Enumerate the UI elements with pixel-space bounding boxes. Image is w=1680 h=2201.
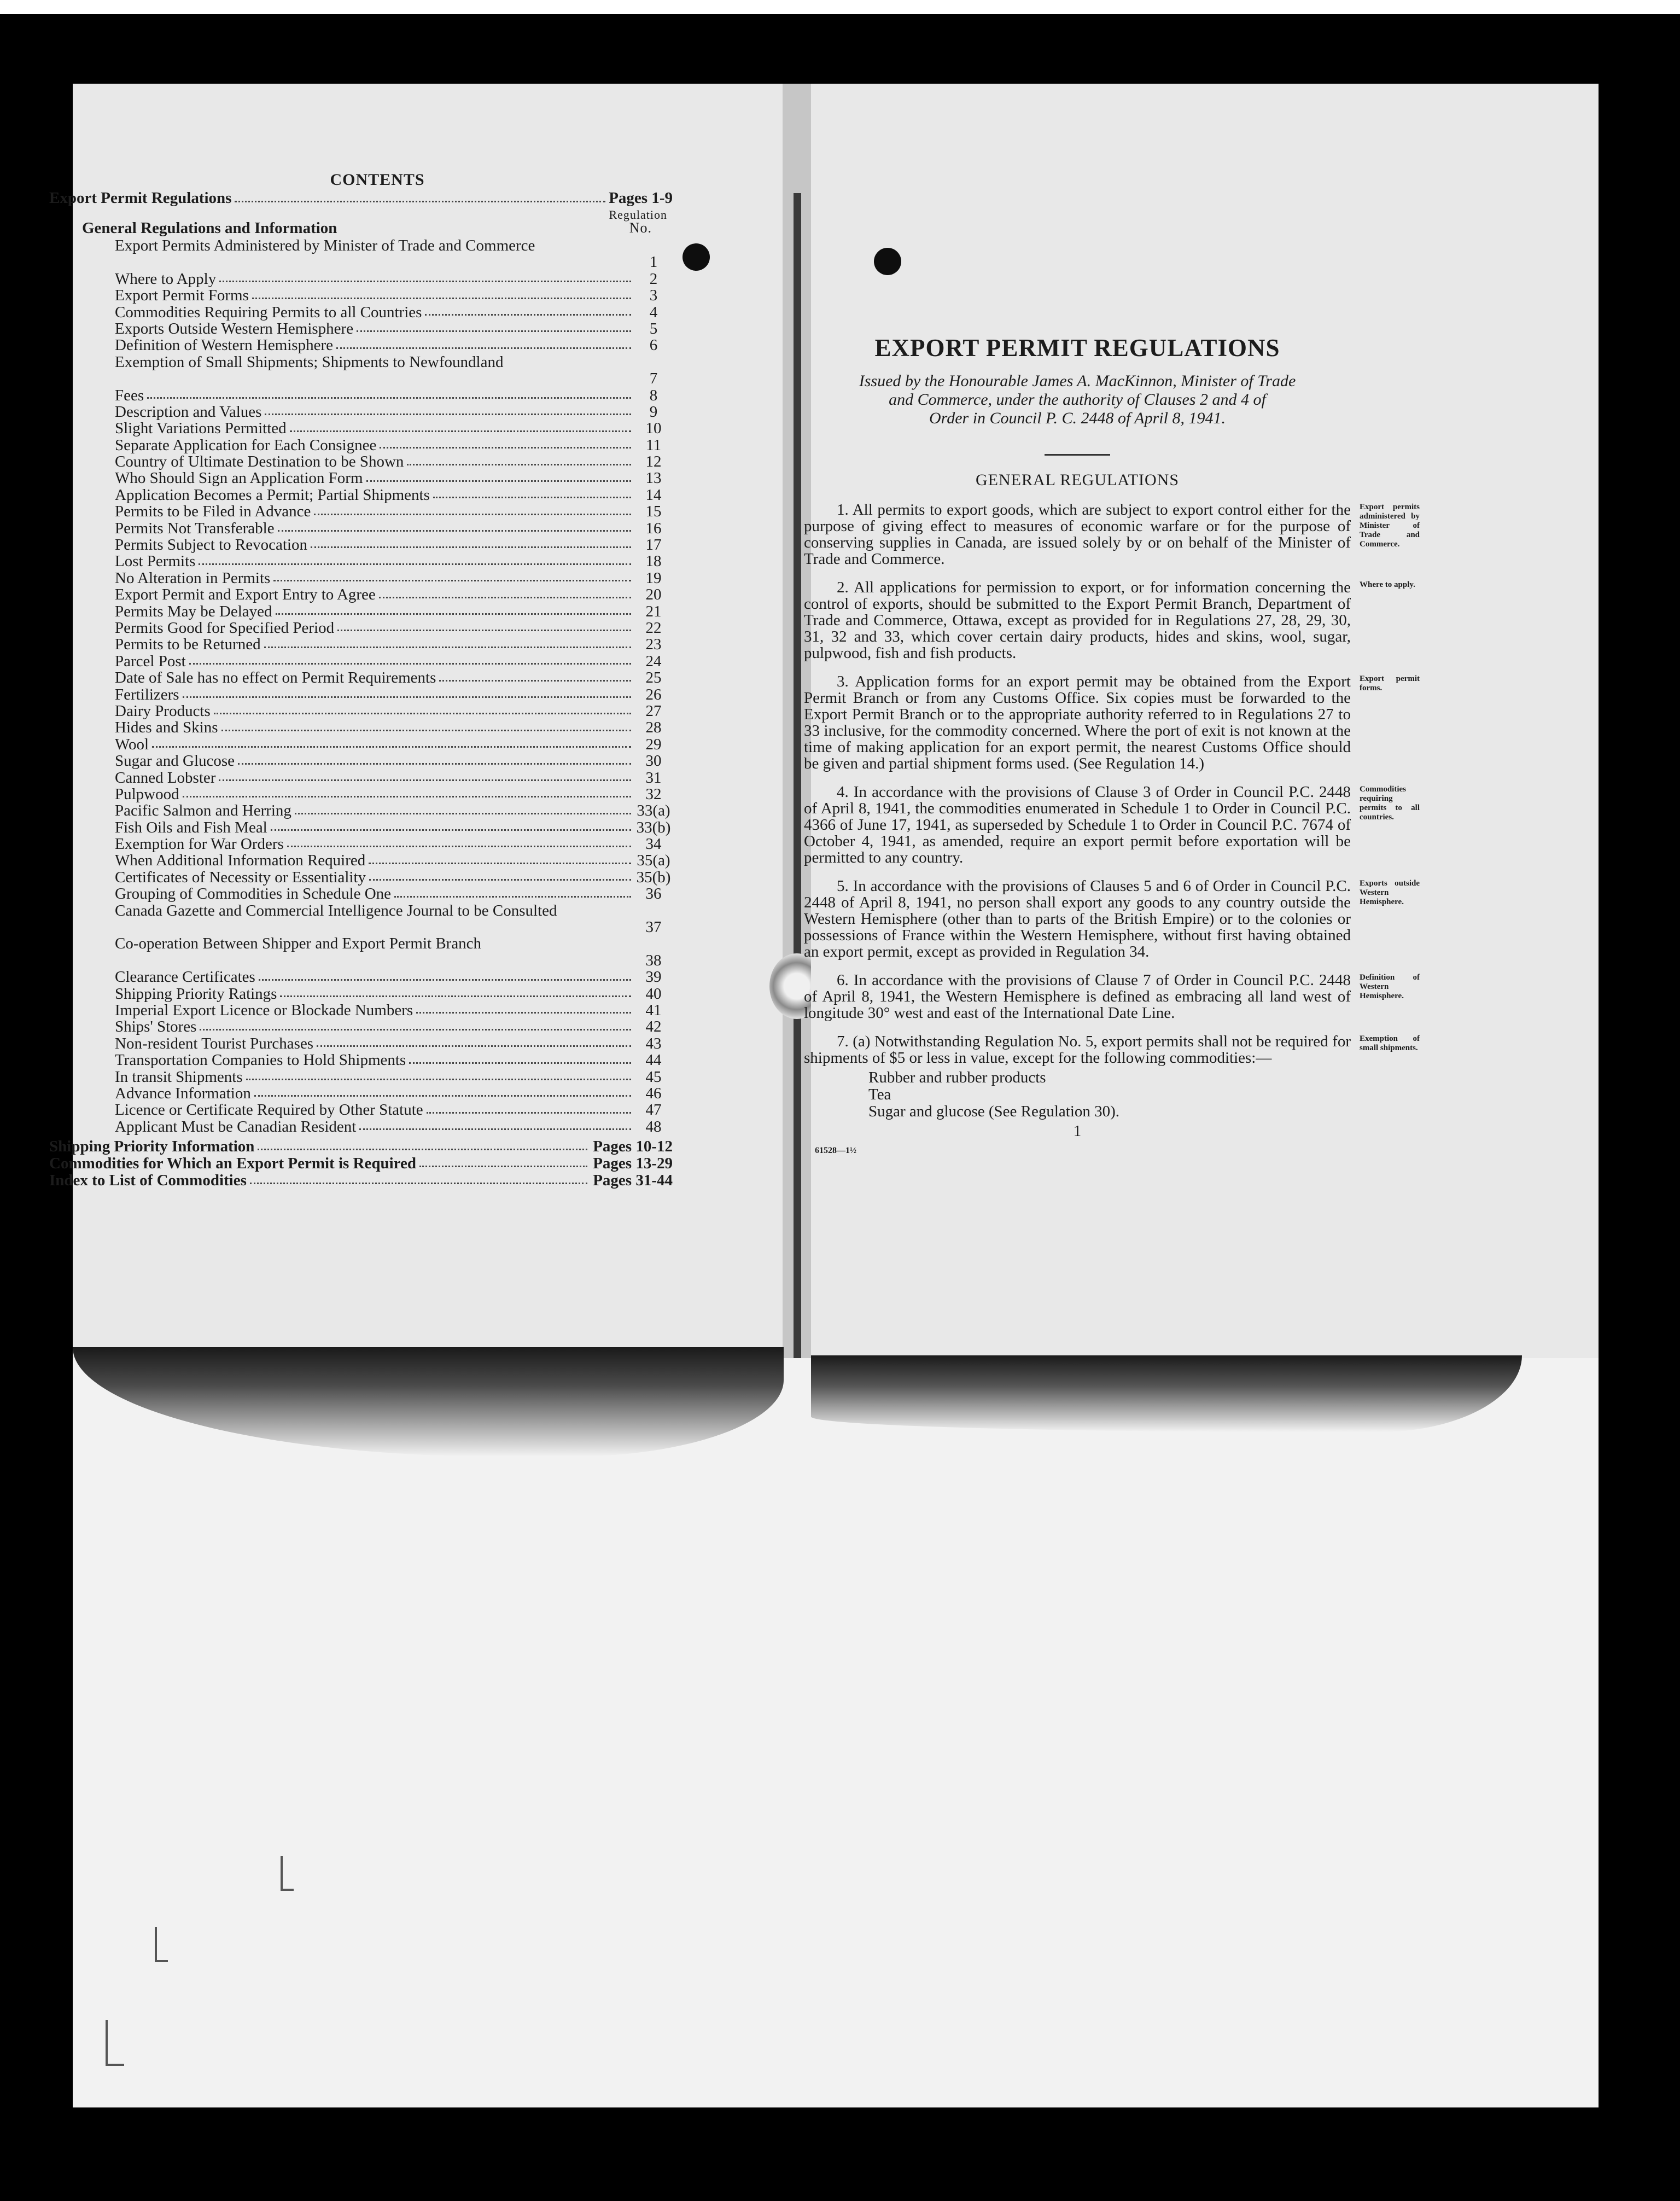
paragraph-text: (a) Notwithstanding Regulation No. 5, export permits shall not be required for shipments of $5 or less in value, except for the following commodities:— <box>804 1033 1351 1067</box>
spine-gutter-line <box>794 193 801 1358</box>
contents-entry <box>115 437 673 453</box>
regulation-no-label: No. <box>629 220 652 236</box>
paragraph-text: In accordance with the provisions of Clause 7 of Order in Council P.C. 2448 of April 8, 1941, the Western Hemisphere is defined as embracing all land west of longitude 30° west and east of the International Date Line. <box>804 971 1351 1022</box>
entry-regulation-number: 36 <box>645 885 662 903</box>
contents-entry <box>115 1002 673 1018</box>
entry-title: Applicant Must be Canadian Resident <box>115 1117 357 1136</box>
entry-regulation-number: 23 <box>645 636 662 654</box>
leader-dots <box>250 1172 587 1184</box>
entry-title: Country of Ultimate Destination to be Shown <box>115 453 404 471</box>
entry-regulation-number: 15 <box>645 503 662 521</box>
entry-regulation-number: 39 <box>645 968 662 986</box>
contents-entry <box>115 487 673 503</box>
contents-entry <box>115 237 673 271</box>
leader-dots <box>433 497 631 498</box>
leader-dots <box>280 995 631 997</box>
entry-title: Definition of Western Hemisphere <box>115 336 333 354</box>
leader-dots <box>427 1112 631 1114</box>
regulation-paragraph <box>804 877 1420 960</box>
export-permit-regulations-label: Export Permit Regulations <box>49 189 232 207</box>
entry-title: Permits to be Returned <box>115 636 261 654</box>
entry-regulation-number: 28 <box>645 719 662 737</box>
margin-note: Export permit forms. <box>1360 674 1420 692</box>
entry-regulation-number: 38 <box>645 951 662 969</box>
entry-regulation-number: 47 <box>645 1101 662 1119</box>
contents-entry <box>115 869 673 886</box>
entry-title: Commodities Requiring Permits to all Countries <box>115 303 422 321</box>
leader-dots <box>439 680 631 682</box>
entry-title: Separate Application for Each Consignee <box>115 436 377 454</box>
contents-entry <box>115 719 673 736</box>
bottom-row-label: Commodities for Which an Export Permit is Required <box>49 1155 417 1173</box>
leader-dots <box>394 896 631 898</box>
paragraph-number: 3. <box>837 673 849 690</box>
entry-regulation-number: 11 <box>646 436 661 454</box>
leader-dots <box>219 281 631 282</box>
contents-entry <box>115 802 673 819</box>
entry-regulation-number: 9 <box>649 403 658 421</box>
paragraph-text: In accordance with the provisions of Clause 3 of Order in Council P.C. 2448 of April 8, 1941, the commodities enumerated in Schedule 1 to Order in Council P.C. 4366 of June 17, 1941, as superseded by Schedule 1 to Order in Council P.C. 7674 of October 4, 1941, as amended, require an export permit before exportation will be permitted to any country. <box>804 783 1351 866</box>
contents-entry <box>115 553 673 569</box>
entry-regulation-number: 27 <box>645 702 662 720</box>
leader-dots <box>265 414 631 415</box>
leader-dots <box>235 189 605 202</box>
entry-title: Co-operation Between Shipper and Export Permit Branch <box>115 935 482 953</box>
contents-entry <box>115 636 673 653</box>
regulation-paragraph <box>804 501 1420 568</box>
paragraph-number: 4. <box>837 783 849 801</box>
paragraph-number: 1. <box>837 501 849 519</box>
leader-dots <box>238 763 631 765</box>
entry-regulation-number: 35(b) <box>636 868 671 886</box>
leader-dots <box>221 730 632 731</box>
entry-regulation-number: 25 <box>645 669 662 687</box>
entry-title: No Alteration in Permits <box>115 569 271 587</box>
leader-dots <box>246 1079 631 1080</box>
entry-regulation-number: 20 <box>645 586 662 604</box>
entry-regulation-number: 21 <box>645 602 662 620</box>
contents-entry <box>115 1052 673 1068</box>
general-regulations-heading: General Regulations and Information <box>82 219 337 237</box>
regulation-paragraph <box>804 673 1420 772</box>
entry-title: Description and Values <box>115 403 262 421</box>
contents-entry <box>115 321 673 337</box>
contents-entries <box>115 237 673 1135</box>
contents-entry <box>115 686 673 703</box>
entry-title: Permits Good for Specified Period <box>115 619 335 637</box>
entry-regulation-number: 24 <box>645 652 662 670</box>
entry-regulation-number: 33(b) <box>636 818 671 836</box>
regulation-header-label: Regulation <box>609 208 667 222</box>
leader-dots <box>278 530 631 532</box>
entry-title: Ships' Stores <box>115 1018 197 1036</box>
entry-regulation-number: 1 <box>649 253 658 271</box>
regulation-paragraph <box>804 971 1420 1022</box>
exempt-commodity-item: Tea <box>868 1086 891 1103</box>
entry-title: Permits Not Transferable <box>115 519 275 537</box>
contents-main-row <box>49 189 673 207</box>
leader-dots <box>214 713 631 714</box>
leader-dots <box>200 1029 631 1030</box>
print-code: 61528—1½ <box>815 1146 856 1155</box>
leader-dots <box>147 397 631 399</box>
entry-title: Grouping of Commodities in Schedule One <box>115 885 392 903</box>
leader-dots <box>369 863 631 864</box>
contents-entry <box>115 1069 673 1085</box>
entry-title: Licence or Certificate Required by Other Statute <box>115 1101 423 1119</box>
leader-dots <box>380 447 631 449</box>
exempt-commodity-item: Rubber and rubber products <box>868 1069 1046 1086</box>
contents-section <box>49 171 673 1189</box>
leader-dots <box>336 347 631 349</box>
exempt-commodity-list <box>868 1069 1482 1120</box>
entry-title: Exemption for War Orders <box>115 835 284 853</box>
contents-bottom-row <box>49 1172 673 1189</box>
entry-regulation-number: 10 <box>645 420 662 438</box>
entry-regulation-number: 43 <box>645 1034 662 1052</box>
leader-dots <box>189 663 631 665</box>
contents-entry <box>115 420 673 436</box>
contents-entry <box>115 354 673 387</box>
contents-entry <box>115 620 673 636</box>
leader-dots <box>311 546 631 548</box>
contents-entry <box>115 669 673 686</box>
paragraph-number: 5. <box>837 877 849 895</box>
contents-entry <box>115 337 673 353</box>
contents-entry <box>115 1085 673 1102</box>
entry-regulation-number: 3 <box>649 287 658 305</box>
entry-title: Wool <box>115 735 149 753</box>
entry-regulation-number: 31 <box>645 768 662 787</box>
entry-regulation-number: 30 <box>645 752 662 770</box>
leader-dots <box>183 796 631 797</box>
contents-entry <box>115 1102 673 1118</box>
entry-title: Application Becomes a Permit; Partial Shipments <box>115 486 430 504</box>
entry-regulation-number: 4 <box>649 303 658 321</box>
leader-dots <box>317 1045 631 1047</box>
entry-title: Exports Outside Western Hemisphere <box>115 319 354 337</box>
subtitle-line: and Commerce, under the authority of Clauses 2 and 4 of <box>889 391 1266 409</box>
contents-entry <box>115 886 673 902</box>
margin-note: Commodities requiring permits to all countries. <box>1360 785 1420 822</box>
margin-note: Exemption of small shipments. <box>1360 1034 1420 1052</box>
punch-hole-left <box>682 243 710 271</box>
regulations-section <box>804 263 1482 1156</box>
regulation-paragraphs <box>804 502 1482 1066</box>
entry-regulation-number: 8 <box>649 386 658 404</box>
leader-dots <box>254 1095 631 1097</box>
contents-entry <box>115 836 673 852</box>
entry-regulation-number: 48 <box>645 1117 662 1136</box>
regulations-title: EXPORT PERMIT REGULATIONS <box>874 334 1280 362</box>
leader-dots <box>416 1012 631 1014</box>
contents-entry <box>115 1035 673 1052</box>
leader-dots <box>409 1062 631 1064</box>
leader-dots <box>407 464 631 465</box>
leader-dots <box>295 813 631 814</box>
margin-note: Export permits administered by Minister of Trade and Commerce. <box>1360 503 1420 549</box>
entry-title: Fees <box>115 386 144 404</box>
entry-regulation-number: 19 <box>645 569 662 587</box>
scan-corner-mark <box>155 1927 168 1962</box>
leader-dots <box>290 430 631 432</box>
contents-entry <box>115 470 673 487</box>
paragraph-text: All applications for permission to export, or for information concerning the control of exports, should be submitted to the Export Permit Branch, Department of Trade and Commerce, Ottawa, except as provided for in Regulations 27, 28, 29, 30, 31, 32 and 33, which cover certain dairy products, hides and skins, wool, sugar, pulpwood, fish and fish products. <box>804 579 1351 662</box>
entry-regulation-number: 29 <box>645 735 662 753</box>
contents-entry <box>115 1119 673 1135</box>
contents-entry <box>115 986 673 1002</box>
entry-regulation-number: 18 <box>645 552 662 570</box>
contents-entry <box>115 404 673 420</box>
entry-title: Dairy Products <box>115 702 211 720</box>
entry-title: Non-resident Tourist Purchases <box>115 1034 314 1052</box>
leader-dots <box>259 979 631 981</box>
contents-entry <box>115 387 673 404</box>
contents-entry <box>115 653 673 669</box>
entry-title: Canada Gazette and Commercial Intelligence Journal to be Consulted <box>115 901 557 919</box>
contents-entry <box>115 570 673 586</box>
entry-regulation-number: 14 <box>645 486 662 504</box>
paragraph-text: All permits to export goods, which are subject to export control either for the purpose of giving effect to measures of economic warfare or for the purpose of conserving supplies in Canada, are issued solely by or on behalf of the Minister of Trade and Commerce. <box>804 501 1351 568</box>
entry-regulation-number: 7 <box>649 370 658 388</box>
entry-title: Advance Information <box>115 1084 251 1102</box>
scan-corner-mark <box>106 2020 124 2066</box>
bottom-row-label: Shipping Priority Information <box>49 1138 255 1156</box>
title-rule <box>1045 454 1110 456</box>
entry-regulation-number: 12 <box>645 453 662 471</box>
entry-regulation-number: 6 <box>649 336 658 354</box>
entry-title: Transportation Companies to Hold Shipments <box>115 1051 406 1069</box>
regulation-paragraph <box>804 1033 1420 1067</box>
entry-title: Shipping Priority Ratings <box>115 985 277 1003</box>
contents-entry <box>115 786 673 802</box>
scanner-top-strip <box>0 0 1680 14</box>
entry-regulation-number: 37 <box>645 918 662 936</box>
leader-dots <box>337 630 631 631</box>
contents-entry <box>115 753 673 769</box>
entry-title: Pulpwood <box>115 785 179 803</box>
entry-title: Pacific Salmon and Herring <box>115 802 291 820</box>
leader-dots <box>199 563 631 565</box>
entry-title: Export Permit and Export Entry to Agree <box>115 586 376 604</box>
contents-entry <box>115 703 673 719</box>
leader-dots <box>425 314 631 316</box>
leader-dots <box>273 580 631 581</box>
leader-dots <box>359 1128 631 1130</box>
entry-regulation-number: 46 <box>645 1084 662 1102</box>
leader-dots <box>369 879 631 881</box>
entry-regulation-number: 41 <box>645 1001 662 1020</box>
contents-entry <box>115 586 673 603</box>
entry-title: Where to Apply <box>115 270 217 288</box>
entry-regulation-number: 33(a) <box>637 802 670 820</box>
entry-title: Hides and Skins <box>115 719 218 737</box>
leader-dots <box>419 1155 587 1167</box>
leader-dots <box>219 779 631 781</box>
regulation-paragraph <box>804 783 1420 866</box>
contents-entry <box>115 537 673 553</box>
paragraph-number: 6. <box>837 971 849 989</box>
leader-dots <box>287 846 631 847</box>
entry-regulation-number: 26 <box>645 685 662 703</box>
entry-regulation-number: 35(a) <box>637 852 670 870</box>
entry-title: Date of Sale has no effect on Permit Requirements <box>115 669 436 687</box>
entry-regulation-number: 45 <box>645 1068 662 1086</box>
entry-title: Slight Variations Permitted <box>115 420 287 438</box>
contents-entry <box>115 287 673 304</box>
contents-entry <box>115 935 673 969</box>
contents-entry <box>115 819 673 836</box>
leader-dots <box>258 1138 587 1150</box>
contents-bottom-rows <box>49 1138 673 1189</box>
margin-note: Definition of Western Hemisphere. <box>1360 973 1420 1000</box>
entry-regulation-number: 32 <box>645 785 662 803</box>
entry-title: Permits to be Filed in Advance <box>115 503 311 521</box>
entry-title: Fish Oils and Fish Meal <box>115 818 267 836</box>
entry-title: Exemption of Small Shipments; Shipments to Newfoundland <box>115 353 504 371</box>
entry-regulation-number: 22 <box>645 619 662 637</box>
leader-dots <box>379 597 631 598</box>
contents-entry <box>115 271 673 287</box>
entry-title: Sugar and Glucose <box>115 752 235 770</box>
entry-regulation-number: 34 <box>645 835 662 853</box>
contents-entry <box>115 770 673 786</box>
paragraph-number: 2. <box>837 579 849 596</box>
paragraph-text: Application forms for an export permit may be obtained from the Export Permit Branch or from any Customs Office. Six copies must be forwarded to the Export Permit Branch or to the appropriate authority referred to in Regulations 27 to 33 inclusive, for the commodity concerned. Where the port of exit is not known at the time of making application for an export permit, the nearest Customs Office should be given and partial shipment forms used. (See Regulation 14.) <box>804 673 1351 772</box>
scan-corner-mark <box>281 1856 294 1891</box>
leader-dots <box>183 696 631 698</box>
leader-dots <box>152 746 631 748</box>
subtitle-line: Order in Council P. C. 2448 of April 8, 1941. <box>929 409 1226 427</box>
entry-title: Export Permit Forms <box>115 287 249 305</box>
regulations-subtitle <box>804 372 1351 428</box>
margin-note: Where to apply. <box>1360 580 1415 589</box>
contents-entry <box>115 520 673 537</box>
contents-entry <box>115 902 673 936</box>
general-regulations-heading: GENERAL REGULATIONS <box>975 471 1180 489</box>
contents-bottom-row <box>49 1138 673 1155</box>
entry-regulation-number: 17 <box>645 536 662 554</box>
contents-title: CONTENTS <box>330 171 425 189</box>
entry-title: Certificates of Necessity or Essentiality <box>115 868 366 886</box>
contents-entry <box>115 603 673 620</box>
entry-title: When Additional Information Required <box>115 852 366 870</box>
bottom-row-pages: Pages 10-12 <box>593 1138 673 1156</box>
entry-title: Permits Subject to Revocation <box>115 536 307 554</box>
leader-dots <box>276 613 631 615</box>
export-permit-regulations-pages: Pages 1-9 <box>609 189 673 207</box>
leader-dots <box>264 647 631 648</box>
contents-entry <box>115 736 673 753</box>
entry-regulation-number: 13 <box>645 469 662 487</box>
leader-dots <box>252 298 631 299</box>
entry-title: Lost Permits <box>115 552 196 570</box>
contents-entry <box>115 1018 673 1035</box>
margin-note: Exports outside Western Hemisphere. <box>1360 879 1420 906</box>
entry-regulation-number: 2 <box>649 270 658 288</box>
entry-title: Clearance Certificates <box>115 968 255 986</box>
leader-dots <box>314 514 631 515</box>
contents-entry <box>115 453 673 470</box>
page-curl-shadow-right <box>811 1355 1522 1432</box>
entry-regulation-number: 42 <box>645 1018 662 1036</box>
page-number: 1 <box>1073 1122 1082 1140</box>
contents-bottom-row <box>49 1155 673 1172</box>
contents-entry <box>115 852 673 869</box>
paragraph-text: In accordance with the provisions of Clauses 5 and 6 of Order in Council P.C. 2448 of April 8, 1941, no person shall export any goods to any country outside the Western Hemisphere (other than to parts of the British Empire) or to the colonies or possessions of France within the Western Hemisphere, without first having obtained an export permit, except as provided in Regulation 34. <box>804 877 1351 960</box>
bottom-row-pages: Pages 31-44 <box>593 1172 673 1190</box>
leader-dots <box>357 330 631 332</box>
bottom-row-label: Index to List of Commodities <box>49 1172 247 1190</box>
regulation-paragraph <box>804 579 1415 662</box>
entry-regulation-number: 16 <box>645 519 662 537</box>
entry-title: In transit Shipments <box>115 1068 243 1086</box>
entry-title: Imperial Export Licence or Blockade Numbers <box>115 1001 413 1020</box>
entry-regulation-number: 40 <box>645 985 662 1003</box>
entry-regulation-number: 44 <box>645 1051 662 1069</box>
contents-entry <box>115 304 673 321</box>
paragraph-number: 7. <box>837 1033 849 1050</box>
exempt-commodity-item: Sugar and glucose (See Regulation 30). <box>868 1103 1120 1120</box>
entry-title: Parcel Post <box>115 652 186 670</box>
entry-title: Who Should Sign an Application Form <box>115 469 363 487</box>
contents-entry <box>115 969 673 985</box>
entry-title: Permits May be Delayed <box>115 602 272 620</box>
entry-title: Canned Lobster <box>115 768 216 787</box>
subtitle-line: Issued by the Honourable James A. MacKinnon, Minister of Trade <box>859 372 1296 390</box>
leader-dots <box>366 480 631 482</box>
bottom-row-pages: Pages 13-29 <box>593 1155 673 1173</box>
entry-title: Export Permits Administered by Minister of Trade and Commerce <box>115 237 535 254</box>
contents-entry <box>115 503 673 520</box>
page-curl-shadow-left <box>73 1347 784 1457</box>
entry-title: Fertilizers <box>115 685 179 703</box>
entry-regulation-number: 5 <box>649 319 658 337</box>
leader-dots <box>271 829 631 831</box>
